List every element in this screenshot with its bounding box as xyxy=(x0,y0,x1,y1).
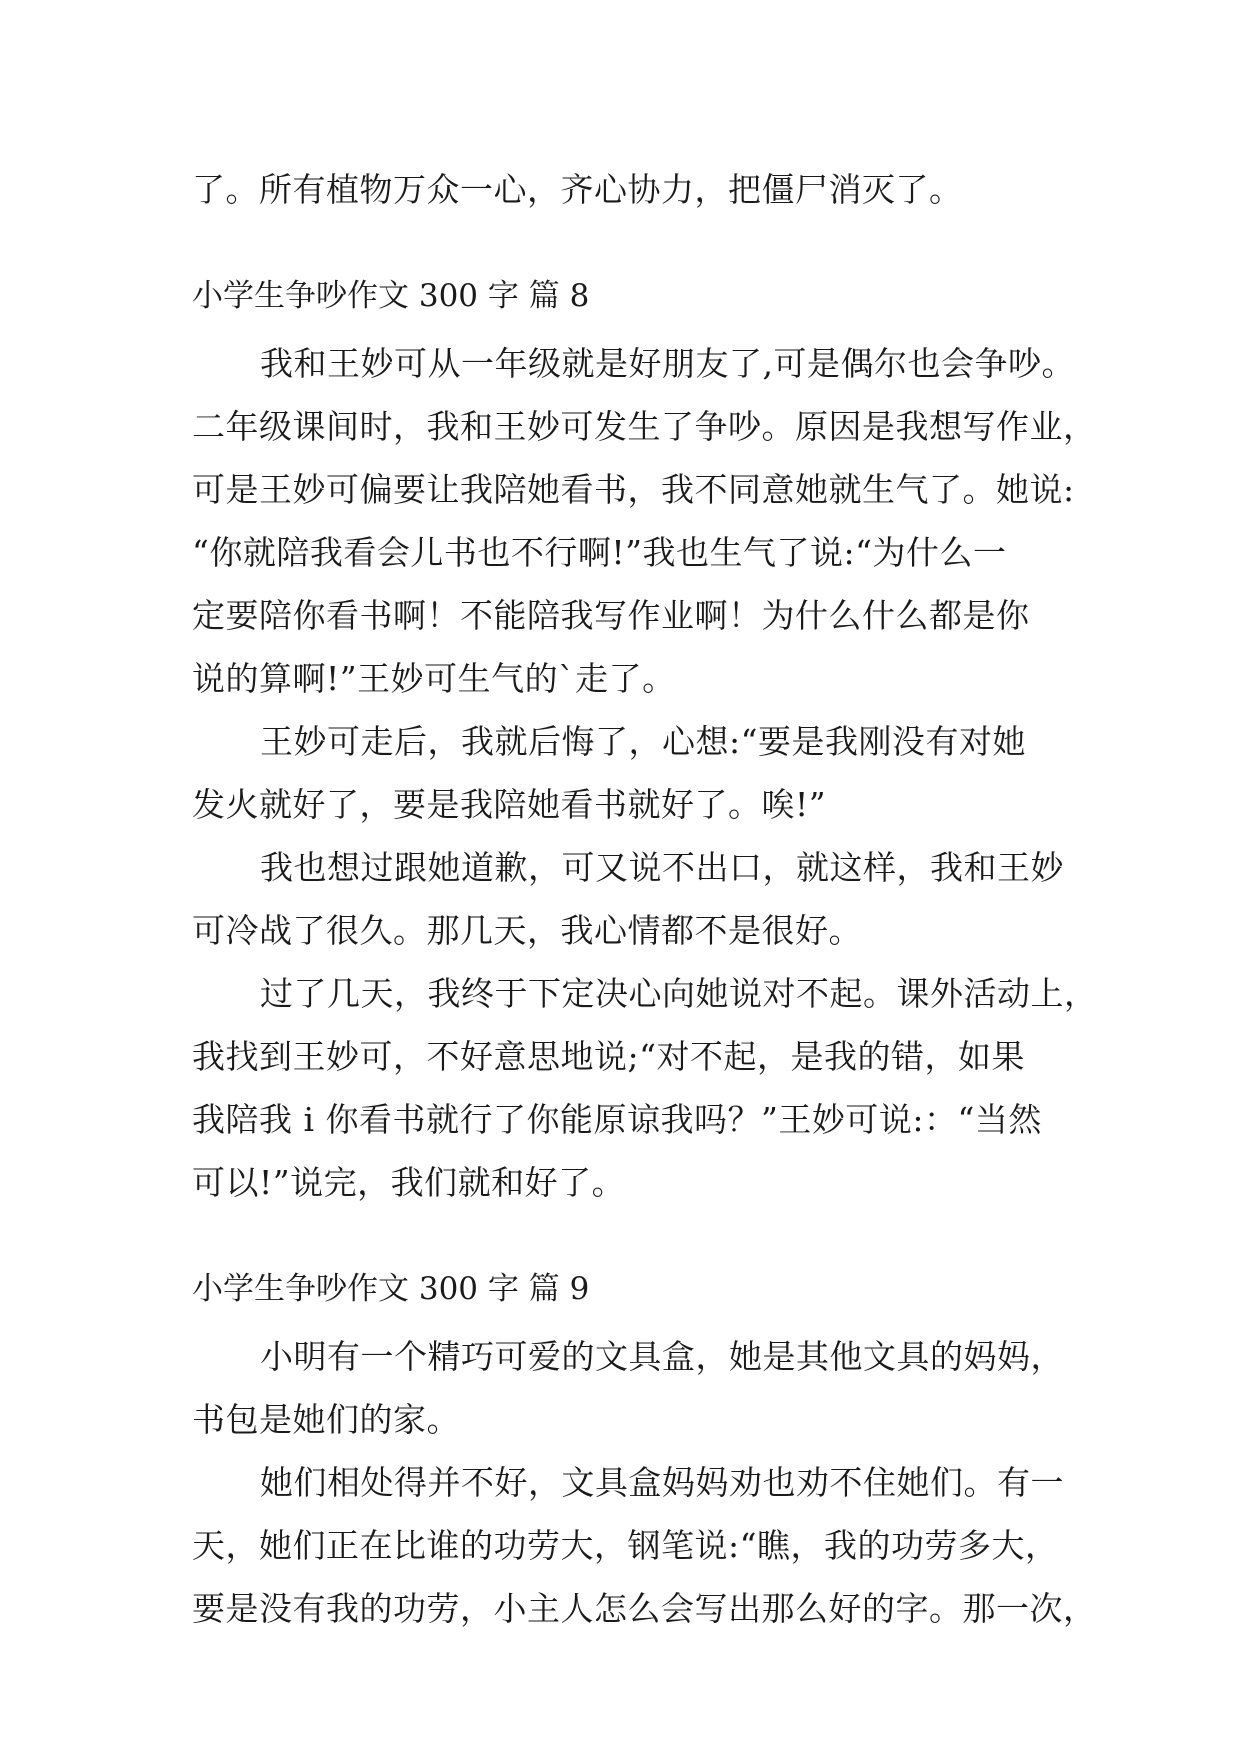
section-gap xyxy=(192,221,1072,269)
text-line: 书包是她们的家。 xyxy=(192,1400,460,1439)
text-line: 我找到王妙可，不好意思地说;“对不起，是我的错，如果 xyxy=(192,1037,1025,1076)
paragraph xyxy=(192,332,1097,710)
section-gap xyxy=(192,1214,1072,1262)
paragraph xyxy=(192,1325,1072,1451)
text-line: 我陪我 i 你看书就行了你能原谅我吗？”王妙可说:：“当然 xyxy=(192,1100,1042,1139)
section-heading: 小学生争吵作文 300 字 篇 8 xyxy=(192,278,590,314)
text-line: 王妙可走后，我就后悔了，心想:“要是我刚没有对她 xyxy=(260,722,1026,761)
text-line: 发火就好了，要是我陪她看书就好了。唉!” xyxy=(192,785,827,824)
paragraph xyxy=(192,962,1098,1214)
text-line: 要是没有我的功劳，小主人怎么会写出那么好的字。那一次， xyxy=(192,1589,1097,1628)
paragraph xyxy=(192,158,1072,221)
section-heading: 小学生争吵作文 300 字 篇 9 xyxy=(192,1271,590,1307)
paragraph xyxy=(192,836,1072,962)
text-line: 可以!”说完，我们就和好了。 xyxy=(192,1163,626,1202)
text-line: 定要陪你看书啊！不能陪我写作业啊！为什么什么都是你 xyxy=(192,596,1030,635)
text-line: 了。所有植物万众一心，齐心协力，把僵尸消灭了。 xyxy=(192,170,963,209)
paragraph xyxy=(192,710,1072,836)
document-page xyxy=(192,158,1098,1640)
text-line: 我和王妙可从一年级就是好朋友了,可是偶尔也会争吵。 xyxy=(260,344,1075,383)
text-line: 过了几天，我终于下定决心向她说对不起。课外活动上， xyxy=(260,974,1098,1013)
text-line: 可是王妙可偏要让我陪她看书，我不同意她就生气了。她说: xyxy=(192,470,1075,509)
text-line: 可冷战了很久。那几天，我心情都不是很好。 xyxy=(192,911,862,950)
text-line: 说的算啊!”王妙可生气的`走了。 xyxy=(192,659,676,698)
text-line: 二年级课间时，我和王妙可发生了争吵。原因是我想写作业， xyxy=(192,407,1097,446)
text-line: 天，她们正在比谁的功劳大，钢笔说:“瞧，我的功劳多大， xyxy=(192,1526,1059,1565)
text-line: “你就陪我看会儿书也不行啊!”我也生气了说:“为什么一 xyxy=(192,533,1007,572)
text-line: 我也想过跟她道歉，可又说不出口，就这样，我和王妙 xyxy=(260,848,1064,887)
text-line: 她们相处得并不好，文具盒妈妈劝也劝不住她们。有一 xyxy=(260,1463,1064,1502)
text-line: 小明有一个精巧可爱的文具盒，她是其他文具的妈妈， xyxy=(260,1337,1064,1376)
paragraph xyxy=(192,1451,1097,1640)
